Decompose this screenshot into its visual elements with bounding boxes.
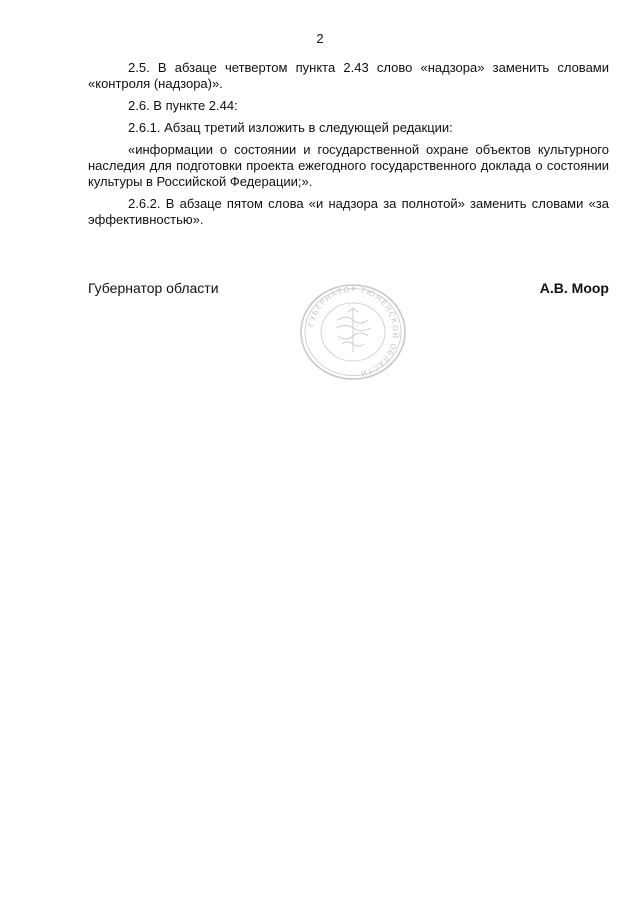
document-body — [88, 60, 609, 234]
paragraph-quoted-edition: «информации о состоянии и государственной охране объектов культурного наследия для подготовки проекта ежегодного государственного доклада о состоянии культуры в Российской Федерации;». — [88, 142, 609, 189]
paragraph-2-5: 2.5. В абзаце четвертом пункта 2.43 слово «надзора» заменить словами «контроля (надзора)». — [88, 60, 609, 91]
svg-text:ГУБЕРНАТОР ТЮМЕНСКОЙ ОБЛАСТИ: ГУБЕРНАТОР ТЮМЕНСКОЙ ОБЛАСТИ — [306, 284, 401, 379]
page-number: 2 — [316, 31, 324, 46]
paragraph-2-6-2: 2.6.2. В абзаце пятом слова «и надзора за полнотой» заменить словами «за эффективностью». — [88, 196, 609, 227]
signatory-name: А.В. Моор — [539, 280, 609, 296]
signatory-title: Губернатор области — [88, 280, 219, 296]
official-seal-icon — [298, 282, 408, 382]
paragraph-2-6-1: 2.6.1. Абзац третий изложить в следующей редакции: — [128, 120, 453, 135]
paragraph-2-6: 2.6. В пункте 2.44: — [128, 98, 238, 113]
